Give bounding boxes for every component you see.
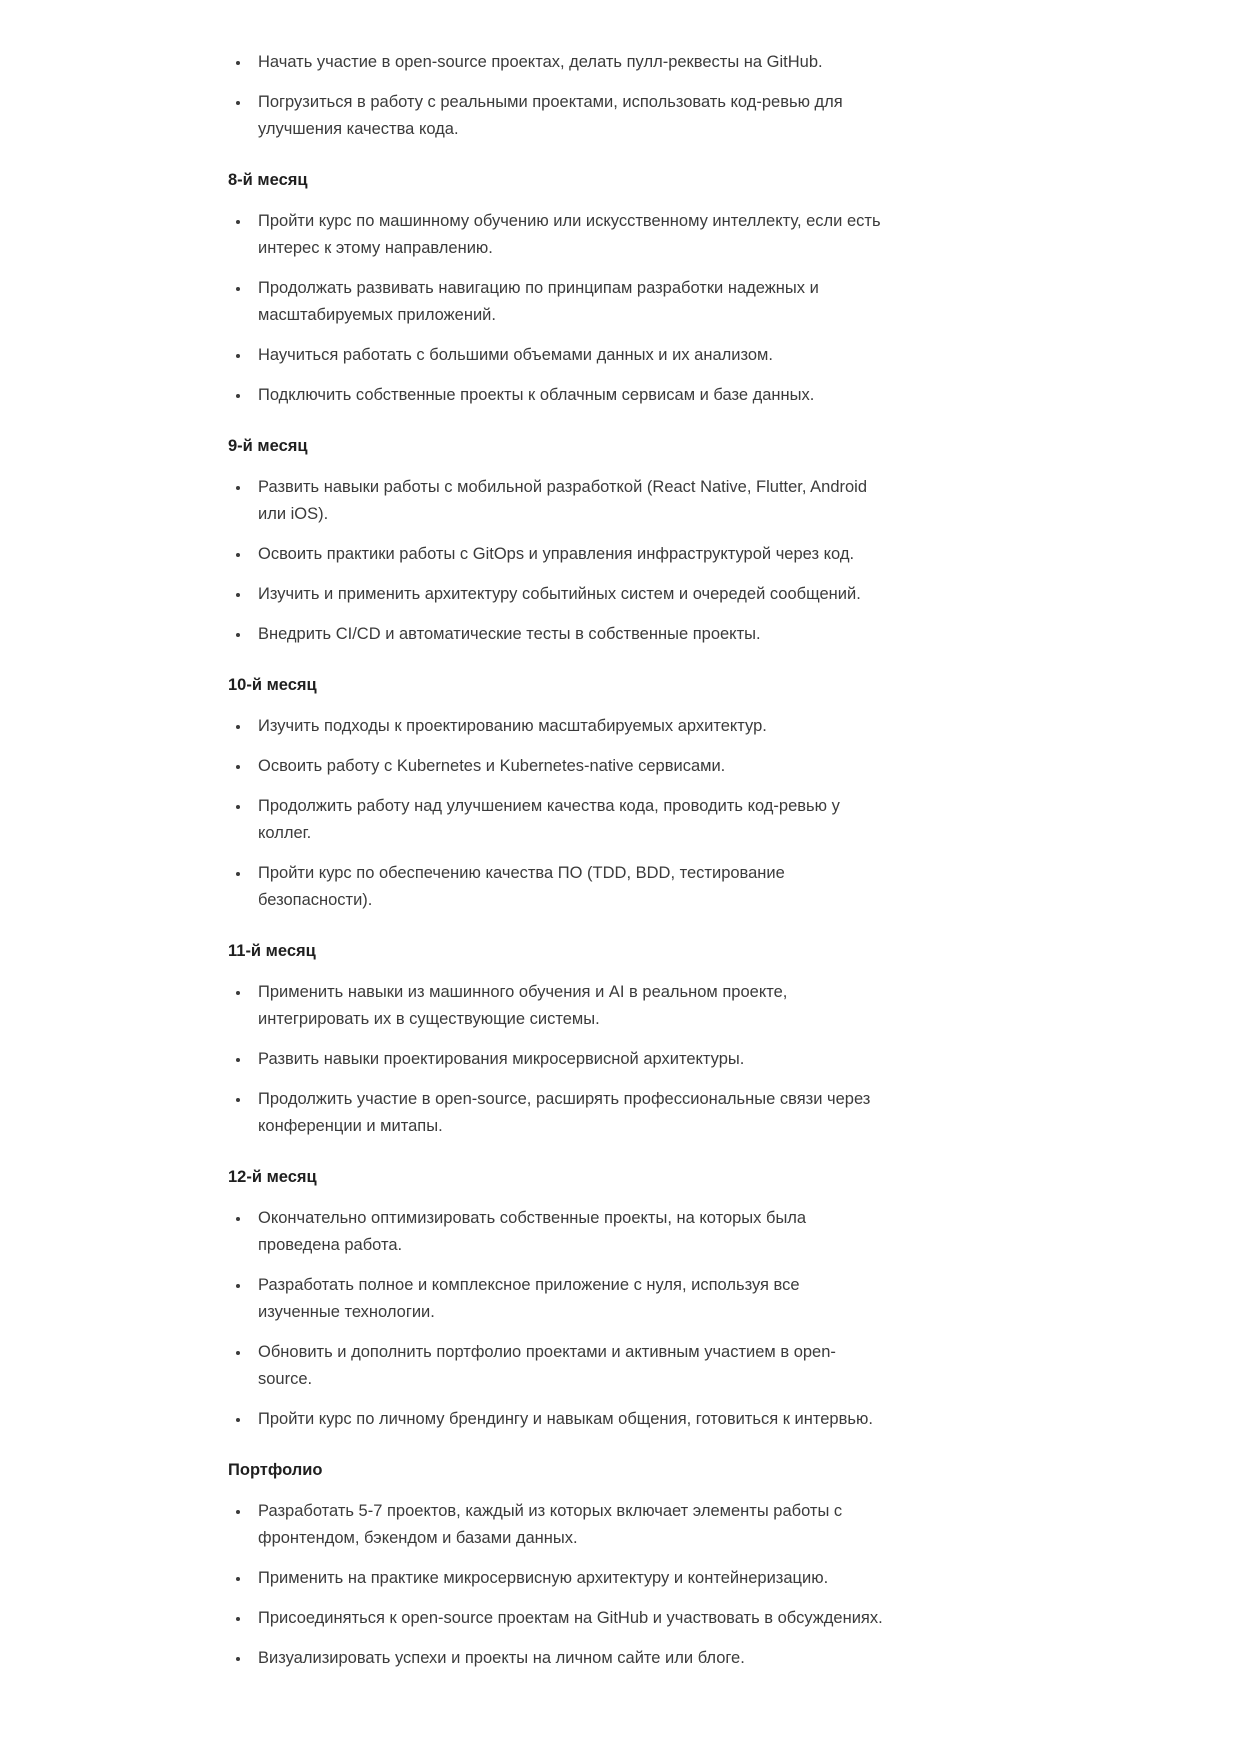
list-item: • Подключить собственные проекты к облачным сервисам и базе данных. (251, 382, 883, 409)
list-item: • Развить навыки проектирования микросервисной архитектуры. (251, 1046, 883, 1073)
list-item: • Изучить и применить архитектуру событийных систем и очередей сообщений. (251, 581, 883, 608)
list-item: • Обновить и дополнить портфолио проектами и активным участием в open-source. (251, 1339, 883, 1393)
list-item: • Внедрить CI/CD и автоматические тесты в собственные проекты. (251, 621, 883, 648)
list-item: • Разработать полное и комплексное приложение с нуля, используя все изученные технологии. (251, 1272, 883, 1326)
list-item: • Начать участие в open-source проектах, делать пулл-реквесты на GitHub. (251, 49, 883, 76)
section-heading: 9-й месяц (228, 437, 308, 455)
list-item: • Присоединяться к open-source проектам на GitHub и участвовать в обсуждениях. (251, 1605, 883, 1632)
list-item: • Развить навыки работы с мобильной разработкой (React Native, Flutter, Android или iOS). (251, 474, 883, 528)
list-item: • Применить на практике микросервисную архитектуру и контейнеризацию. (251, 1565, 883, 1592)
section-heading: 10-й месяц (228, 676, 317, 694)
bullet-list (228, 49, 883, 143)
list-item: • Пройти курс по личному брендингу и навыкам общения, готовиться к интервью. (251, 1406, 883, 1433)
bullet-list (228, 713, 883, 914)
bullet-list (228, 1498, 883, 1672)
bullet-list (228, 979, 883, 1140)
list-item: • Освоить работу с Kubernetes и Kubernetes-native сервисами. (251, 753, 883, 780)
list-item: • Окончательно оптимизировать собственные проекты, на которых была проведена работа. (251, 1205, 883, 1259)
list-item: • Пройти курс по обеспечению качества ПО (TDD, BDD, тестирование безопасности). (251, 860, 883, 914)
list-item: • Продолжить работу над улучшением качества кода, проводить код-ревью у коллег. (251, 793, 883, 847)
list-item: • Пройти курс по машинному обучению или искусственному интеллекту, если есть интерес к этому направлению. (251, 208, 883, 262)
bullet-list (228, 1205, 883, 1433)
list-item: • Продолжить участие в open-source, расширять профессиональные связи через конференции и митапы. (251, 1086, 883, 1140)
section-heading: 11-й месяц (228, 942, 316, 960)
bullet-list (228, 208, 883, 409)
list-item: • Продолжать развивать навигацию по принципам разработки надежных и масштабируемых приложений. (251, 275, 883, 329)
document-content (228, 36, 883, 1685)
list-item: • Визуализировать успехи и проекты на личном сайте или блоге. (251, 1645, 883, 1672)
list-item: • Освоить практики работы с GitOps и управления инфраструктурой через код. (251, 541, 883, 568)
list-item: • Изучить подходы к проектированию масштабируемых архитектур. (251, 713, 883, 740)
section-heading: 8-й месяц (228, 171, 308, 189)
list-item: • Погрузиться в работу с реальными проектами, использовать код-ревью для улучшения качества кода. (251, 89, 883, 143)
bullet-list (228, 474, 883, 648)
list-item: • Научиться работать с большими объемами данных и их анализом. (251, 342, 883, 369)
list-item: • Разработать 5-7 проектов, каждый из которых включает элементы работы с фронтендом, бэкендом и базами данных. (251, 1498, 883, 1552)
section-heading: 12-й месяц (228, 1168, 317, 1186)
list-item: • Применить навыки из машинного обучения и AI в реальном проекте, интегрировать их в существующие системы. (251, 979, 883, 1033)
section-heading: Портфолио (228, 1461, 323, 1479)
